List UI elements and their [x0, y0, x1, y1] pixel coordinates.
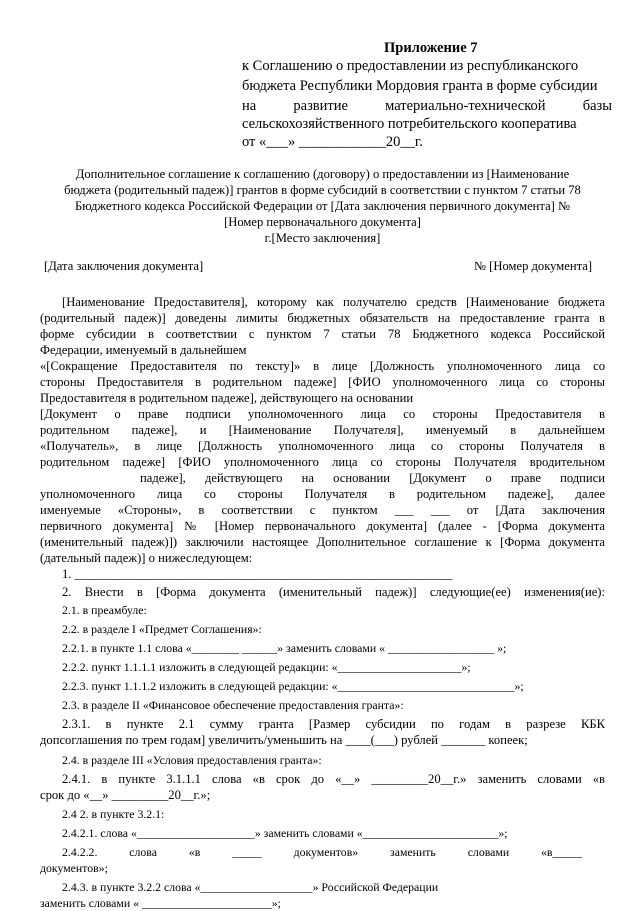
body-line: Федерации, именуемый в дальнейшем — [40, 343, 247, 357]
title-line: Дополнительное соглашение к соглашению (договору) о предоставлении из [Наименование — [75, 167, 570, 181]
place-line: г.[Место заключения] — [264, 231, 381, 245]
body-line: первичного документа] № [Номер первоначального документа] (далее - [Форма документа — [40, 519, 605, 533]
item-2-4-2: 2.4 2. в пункте 3.2.1: — [62, 807, 165, 821]
item-2-4-1-cont: срок до «__» _________20__г.»; — [40, 788, 211, 802]
body-line: (дательный падеж)] о нижеследующем: — [40, 551, 253, 565]
body-line: уполномоченного лица со стороны Получателя в родительном падеже], далее — [40, 487, 605, 501]
header-line: к Соглашению о предоставлении из республиканского — [242, 58, 579, 74]
title-line: [Номер первоначального документа] — [224, 215, 421, 229]
item-2-2-2: 2.2.2. пункт 1.1.1.1 изложить в следующей редакции: «_____________________»; — [62, 660, 471, 674]
item-2-4-2-1: 2.4.2.1. слова «____________________» заменить словами «_______________________»; — [62, 826, 508, 840]
header-line: на развитие материально-технической базы — [242, 98, 612, 114]
item-2-3-1-cont: допсоглашения по трем годам] увеличить/уменьшить на ____(___) рублей _______ копеек; — [40, 733, 528, 747]
item-2-4: 2.4. в разделе III «Условия предоставления гранта»: — [62, 753, 322, 767]
item-2-4-2-2-cont: документов»; — [40, 861, 108, 875]
body-line: [Наименование Предоставителя], которому как получателю средств [Наименование бюджета — [62, 295, 605, 309]
item-2-2-3: 2.2.3. пункт 1.1.1.2 изложить в следующей редакции: «______________________________»; — [62, 679, 524, 693]
body-line: «Получатель», в лице [Должность уполномоченного лица со стороны Получателя в — [40, 439, 605, 453]
body-line: (родительный падеж)] доведены лимиты бюджетных обязательств на предоставление гранта в — [40, 311, 605, 325]
item-2-4-3: 2.4.3. в пункте 3.2.2 слова «___________________» Российской Федерации — [62, 880, 439, 894]
document-date: [Дата заключения документа] — [44, 259, 204, 273]
item-2-4-2-2: 2.4.2.2. слова «в _____ документов» заменить словами «в_____ — [62, 845, 582, 859]
item-2-1: 2.1. в преамбуле: — [62, 603, 147, 617]
item-2: 2. Внести в [Форма документа (именительный падеж)] следующие(ее) изменения(ие): — [62, 585, 605, 599]
item-1: 1. ____________________________________________________________ — [62, 567, 453, 581]
body-line: Предоставителя в родительном падеже], действующего на основании — [40, 391, 414, 405]
document-number: № [Номер документа] — [474, 259, 593, 273]
body-line: (именительный падеж)]) заключили настоящее Дополнительное соглашение к [Форма документа — [40, 535, 605, 549]
body-line: [Документ о праве подписи уполномоченного лица со стороны Предоставителя в — [40, 407, 605, 421]
header-line: бюджета Республики Мордовия гранта в форме субсидии — [242, 78, 598, 94]
body-line: падеже], действующего на основании [Документ о праве подписи — [140, 471, 605, 485]
appendix-title: Приложение 7 — [384, 40, 478, 56]
item-2-3: 2.3. в разделе II «Финансовое обеспечение предоставления гранта»: — [62, 698, 404, 712]
item-2-2-1: 2.2.1. в пункте 1.1 слова «________ ______» заменить словами « __________________ »; — [62, 641, 507, 655]
body-line: форме субсидии в соответствии с пунктом 7 статьи 78 Бюджетного кодекса Российской — [40, 327, 605, 341]
item-2-3-1: 2.3.1. в пункте 2.1 сумму гранта [Размер субсидии по годам в разрезе КБК — [62, 717, 605, 731]
item-2-4-1: 2.4.1. в пункте 3.1.1.1 слова «в срок до «__» _________20__г.» заменить словами «в — [62, 772, 605, 786]
title-line: бюджета (родительный падеж)] грантов в форме субсидий в соответствии с пунктом 7 статьи 78 — [64, 183, 581, 197]
body-line: родительном падеже], и [Наименование Получателя], именуемый в дальнейшем — [40, 423, 605, 437]
header-line: сельскохозяйственного потребительского кооператива — [242, 116, 577, 132]
body-line: стороны Предоставителя в родительном падеже] [ФИО уполномоченного лица со стороны — [40, 375, 605, 389]
item-2-2: 2.2. в разделе I «Предмет Соглашения»: — [62, 622, 262, 636]
title-line: Бюджетного кодекса Российской Федерации от [Дата заключения первичного документа] № — [74, 199, 571, 213]
item-2-4-3-cont: заменить словами « ______________________»; — [40, 896, 281, 910]
header-line: от «___» ____________20__г. — [242, 134, 423, 150]
body-line: именуемые «Стороны», в соответствии с пунктом ___ ___ от [Дата заключения — [40, 503, 605, 517]
body-line: родительном падеже] [ФИО уполномоченного лица со стороны Получателя вродительном — [40, 455, 605, 469]
body-line: «[Сокращение Предоставителя по тексту]» в лице [Должность уполномоченного лица со — [40, 359, 605, 373]
